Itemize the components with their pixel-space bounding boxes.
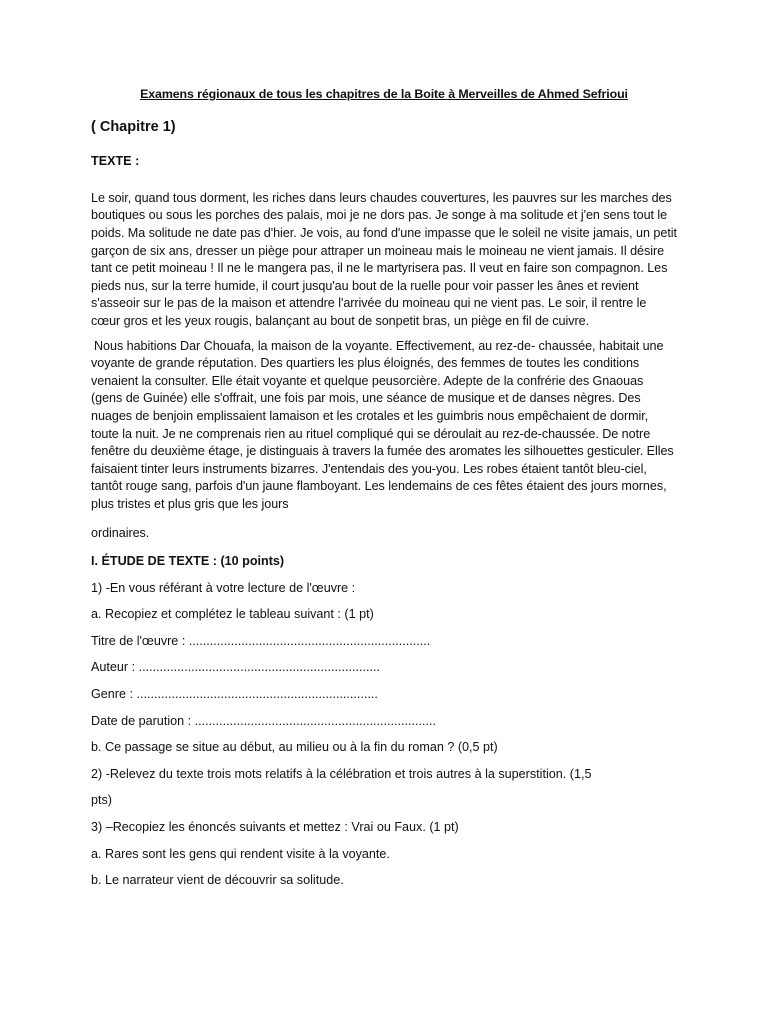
field-titre: Titre de l'œuvre : ..................................................................... [91,633,431,648]
question-3: 3) –Recopiez les énoncés suivants et mettez : Vrai ou Faux. (1 pt) [91,820,459,834]
question-1b: b. Ce passage se situe au début, au milieu ou à la fin du roman ? (0,5 pt) [91,740,498,755]
text-paragraph-2: Nous habitions Dar Chouafa, la maison de la voyante. Effectivement, au rez-de- chaussée, habitait une voyante de grande réputation. Des quartiers les plus éloignés, des femmes de toutes les conditions venaient la consulter. Elle était voyante et quelque peusorcière. Adepte de la confrérie des Gnaouas (gens de Guinée) elle s'offrait, une fois par mois, une séance de musique et de danses nègres. Des nuages de benjoin emplissaient lamaison et les crotales et les guimbris nous empêchaient de dormir, toute la nuit. Je ne comprenais rien au rituel compliqué qui se déroulait au rez-de-chaussée. De notre fenêtre du deuxième étage, je distinguais à travers la fumée des aromates les silhouettes gesticuler. Elles faisaient tinter leurs instruments bizarres. J'entendais des you-you. Les robes étaient tantôt bleu-ciel, tantôt rouge sang, parfois d'un jaune flamboyant. Les lendemains de ces fêtes étaient des jours mornes, plus tristes et plus gris que les jours [91,338,674,511]
field-date-parution: Date de parution : ..................................................................... [91,713,437,728]
question-2: 2) -Relevez du texte trois mots relatifs à la célébration et trois autres à la superstition. (1,5 [91,766,592,781]
document-content [91,86,677,899]
text-paragraph-1: Le soir, quand tous dorment, les riches dans leurs chaudes couvertures, les pauvres sur les marches des boutiques ou sous les porches des palais, moi je ne dors pas. Je songe à ma solitude et j'en sens tout le poids. Ma solitude ne date pas d'hier. Je vois, au fond d'une impasse que le soleil ne visite jamais, un petit garçon de six ans, dresser un piège pour attraper un moineau mais le moineau ne vient jamais. Il désire tant ce petit moineau ! Il ne le mangera pas, il ne le martyrisera pas. Il veut en faire son compagnon. Les pieds nus, sur la terre humide, il court jusqu'au bout de la ruelle pour voir passer les ânes et revient s'asseoir sur le pas de la maison et attendre l'arrivée du moineau qui ne vient pas. Le soir, il rentre le cœur gros et les yeux rougis, balançant au bout de sonpetit bras, un piège en fil de cuivre. [91,190,677,328]
section-heading-etude: I. ÉTUDE DE TEXTE : (10 points) [91,554,285,569]
question-1: 1) -En vous référant à votre lecture de l'œuvre : [91,580,356,595]
question-1a: a. Recopiez et complétez le tableau suivant : (1 pt) [91,607,374,622]
chapter-heading: ( Chapitre 1) [91,118,176,135]
question-2-continued: pts) [91,793,112,808]
statement-b: b. Le narrateur vient de découvrir sa solitude. [91,873,344,888]
document-title: Examens régionaux de tous les chapitres de la Boite à Merveilles de Ahmed Sefrioui [140,87,628,101]
field-genre: Genre : ..................................................................... [91,687,378,702]
texte-label: TEXTE : [91,154,140,169]
text-paragraph-3: ordinaires. [91,526,150,541]
statement-a: a. Rares sont les gens qui rendent visite à la voyante. [91,846,390,861]
field-auteur: Auteur : ..................................................................... [91,660,381,675]
